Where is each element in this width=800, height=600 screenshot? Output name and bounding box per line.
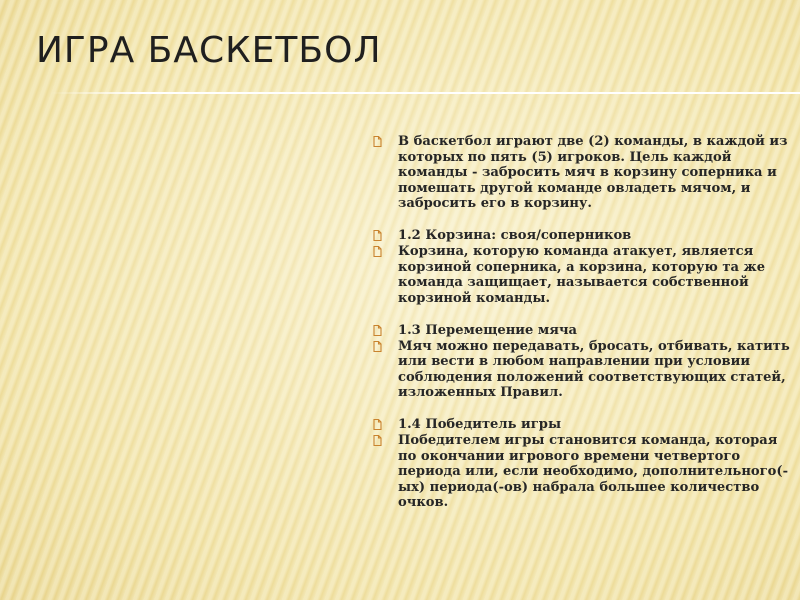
page-bullet-icon: [373, 230, 382, 241]
page-bullet-icon: [373, 341, 382, 352]
bullet-item: [373, 433, 793, 511]
bullet-text: 1.2 Корзина: своя/соперников: [398, 228, 632, 244]
bullet-text: Победителем игры становится команда, которая по окончании игрового времени четвертого периода или, если необходимо, дополнительного(-ых) периода(-ов) набрала большее количество очков.: [398, 433, 789, 511]
bullet-item: [373, 228, 793, 244]
bullet-text: Корзина, которую команда атакует, является корзиной соперника, а корзина, которую та же команда защищает, называется собственной корзиной команды.: [398, 244, 766, 306]
bullet-text: В баскетбол играют две (2) команды, в каждой из которых по пять (5) игроков. Цель каждой команды - забросить мяч в корзину соперника и помешать другой команде овладеть мячом, и забросить его в корзину.: [398, 134, 788, 212]
bullet-text: 1.4 Победитель игры: [398, 417, 562, 433]
bullet-item: [373, 244, 793, 306]
bullet-item: [373, 339, 793, 401]
bullet-item: [373, 417, 793, 433]
bullet-text: Мяч можно передавать, бросать, отбивать, катить или вести в любом направлении при условии соблюдения положений соответствующих статей, изложенных Правил.: [398, 338, 790, 401]
page-bullet-icon: [373, 136, 382, 147]
bullet-list: [373, 134, 793, 511]
page-bullet-icon: [373, 325, 382, 336]
page-bullet-icon: [373, 419, 382, 430]
title-divider: [50, 92, 800, 94]
bullet-item: [373, 323, 793, 339]
page-bullet-icon: [373, 435, 382, 446]
page-bullet-icon: [373, 246, 382, 257]
bullet-item: [373, 134, 793, 212]
bullet-text: 1.3 Перемещение мяча: [398, 322, 578, 338]
slide-title: ИГРА БАСКЕТБОЛ: [36, 30, 382, 71]
